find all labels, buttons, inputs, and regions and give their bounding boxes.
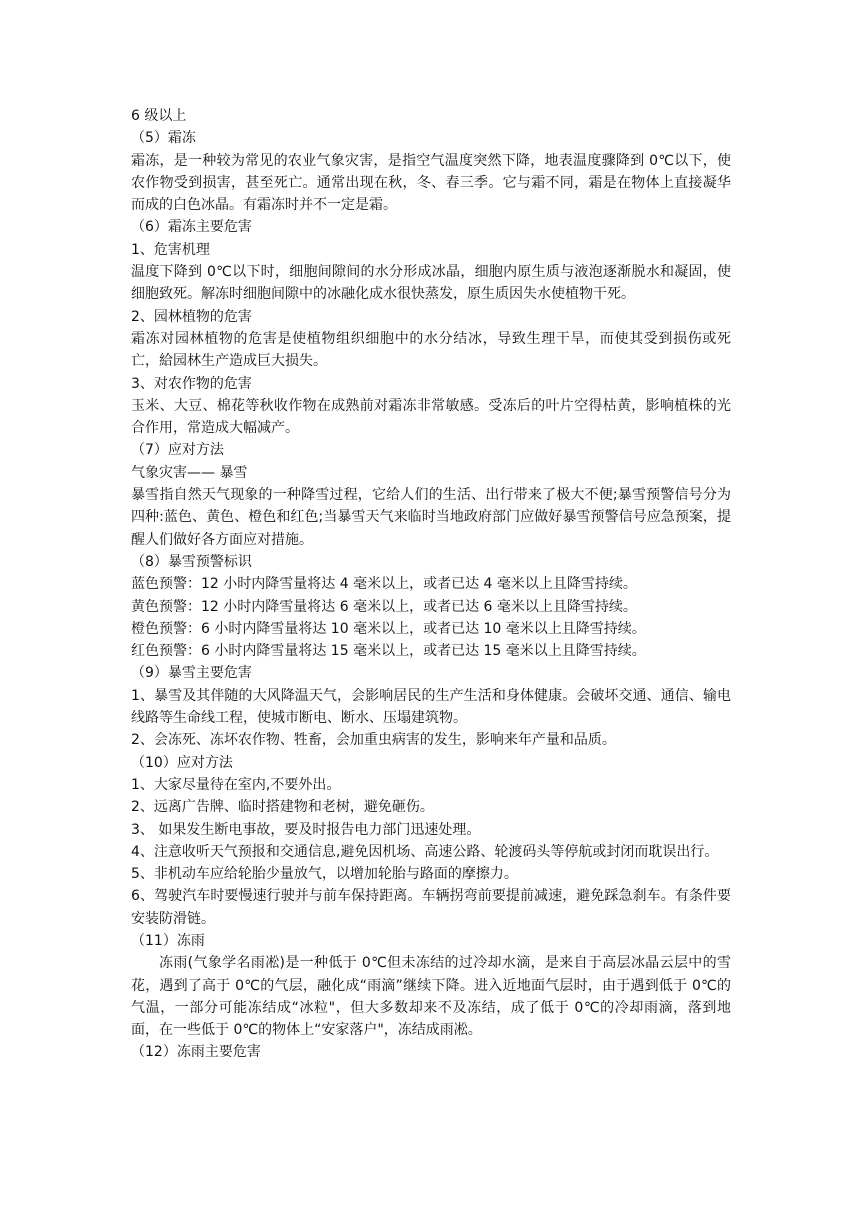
list-item: 4、注意收听天气预报和交通信息,避免因机场、高速公路、轮渡码头等停航或封闭而耽误出行。 [131, 843, 719, 860]
document-body [131, 105, 731, 1064]
list-item: 蓝色预警：12 小时内降雪量将达 4 毫米以上，或者已达 4 毫米以上且降雪持续。 [131, 576, 637, 593]
list-item: 2、远离广告牌、临时搭建物和老树，避免砸伤。 [131, 799, 434, 816]
section-heading: （5）霜冻 [131, 130, 196, 147]
section-heading: （11）冻雨 [131, 932, 205, 949]
subheading: 2、园林植物的危害 [131, 308, 252, 325]
list-item: 1、暴雪及其伴随的大风降温天气，会影响居民的生产生活和身体健康。会破坏交通、通信、输电线路等生命线工程，使城市断电、断水、压塌建筑物。 [131, 687, 731, 727]
paragraph: 霜冻，是一种较为常见的农业气象灾害，是指空气温度突然下降，地表温度骤降到 0℃以下，使农作物受到损害，甚至死亡。通常出现在秋，冬、春三季。它与霜不同，霜是在物体上直接凝华而成的白色冰晶。有霜冻时并不一定是霜。 [131, 152, 731, 214]
list-item: 6、驾驶汽车时要慢速行驶并与前车保持距离。车辆拐弯前要提前减速，避免踩急刹车。有条件要安装防滑链。 [131, 888, 731, 927]
list-item: 1、大家尽量待在室内,不要外出。 [131, 776, 341, 793]
paragraph: 玉米、大豆、棉花等秋收作物在成熟前对霜冻非常敏感。受冻后的叶片空得枯黄，影响植株的光合作用，常造成大幅减产。 [131, 397, 731, 437]
list-item: 2、会冻死、冻坏农作物、牲畜，会加重虫病害的发生，影响来年产量和品质。 [131, 732, 616, 749]
list-item: 3、 如果发生断电事故，要及时报告电力部门迅速处理。 [131, 821, 481, 838]
list-item: 5、非机动车应给轮胎少量放气，以增加轮胎与路面的摩擦力。 [131, 866, 518, 883]
list-item: 黄色预警：12 小时内降雪量将达 6 毫米以上，或者已达 6 毫米以上且降雪持续。 [131, 598, 637, 615]
paragraph: 霜冻对园林植物的危害是使植物组织细胞中的水分结冰，导致生理干旱，而使其受到损伤或死亡，給园林生产造成巨大损失。 [131, 330, 731, 370]
paragraph: 暴雪指自然天气现象的一种降雪过程，它给人们的生活、出行带来了极大不便;暴雪预警信号分为四种:蓝色、黄色、橙色和红色;当暴雪天气来临时当地政府部门应做好暴雪预警信号应急预案，提醒人们做好各方面应对措施。 [131, 487, 731, 548]
section-heading: （12）冻雨主要危害 [131, 1044, 261, 1061]
list-item: 红色预警：6 小时内降雪量将达 15 毫米以上，或者已达 15 毫米以上且降雪持续。 [131, 643, 646, 660]
section-heading: （10）应对方法 [131, 754, 233, 771]
section-title: 气象灾害—— 暴雪 [131, 464, 248, 481]
section-heading: （6）霜冻主要危害 [131, 219, 252, 236]
section-heading: （7）应对方法 [131, 442, 224, 459]
list-item: 橙色预警：6 小时内降雪量将达 10 毫米以上，或者已达 10 毫米以上且降雪持续。 [131, 620, 646, 637]
paragraph: 温度下降到 0℃以下时，细胞间隙间的水分形成冰晶，细胞内原生质与液泡逐渐脱水和凝固，使细胞致死。解冻时细胞间隙中的冰融化成水很快蒸发，原生质因失水使植物干死。 [131, 264, 731, 303]
text-line: 6 级以上 [131, 108, 187, 124]
subheading: 3、对农作物的危害 [131, 375, 252, 392]
paragraph: 冻雨(气象学名雨凇)是一种低于 0℃但未冻结的过冷却水滴，是来自于高层冰晶云层中的雪花，遇到了高于 0℃的气层，融化成“雨滴”继续下降。进入近地面气层时，由于遇到低于 0℃的气温，一部分可能冻结成“冰粒"，但大多数却来不及冻结，成了低于 0℃的冷却雨滴，落到地面，在一些低于 0℃的物体上“安家落户"，冻结成雨凇。 [131, 955, 731, 1039]
section-heading: （8）暴雪预警标识 [131, 553, 252, 570]
subheading: 1、危害机理 [131, 241, 210, 258]
section-heading: （9）暴雪主要危害 [131, 665, 252, 682]
